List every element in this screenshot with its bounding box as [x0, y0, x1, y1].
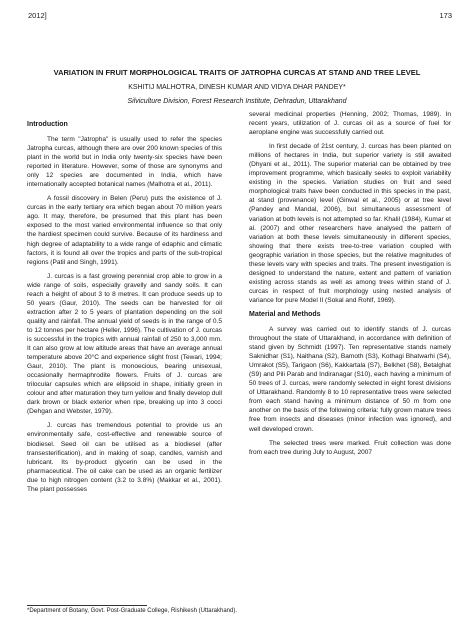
page-number: 173 [439, 11, 452, 20]
intro-paragraph-5: several medicinal properties (Henning, 2002; Thomas, 1989). In recent years, utilization of J. curcas oil as a source of fuel for aeroplane engine was successfully carried out. [249, 111, 451, 137]
left-column [27, 120, 222, 499]
footnote-rule [27, 605, 147, 606]
section-heading-methods: Material and Methods [249, 310, 321, 318]
header-year: 2012] [28, 11, 47, 20]
methods-paragraph-1: A survey was carried out to identify stands of J. curcas throughout the state of Uttarakhand, in accordance with definition of stand given by Schmidt (1997). Ten representative stands namely Saknidhar (S1), Naithana (S2), Bamoth (S3), Kothagi Bhatwarhi (S4), Umrakot (S5), Tarigaon (S6), Kakkartala (S7), Belkhet (S8), Betalghat (S9) and Pili Parab and Indiranagar (S10), each having a minimum of 50 trees of J. curcas, were randomly selected in eight forest divisions of Uttarakhand. Randomly 8 to 10 representative trees were selected from each stand having a minimum distance of 50 m from one another on the basis of the following criteria: fully grown mature trees free from insects and diseases (minor infection was ignored), and well developed crown. [249, 325, 451, 433]
right-column [249, 110, 451, 462]
author-list: KSHITIJ MALHOTRA, DINESH KUMAR AND VIDYA DHAR PANDEY* [128, 84, 346, 91]
intro-paragraph-2: A fossil discovery in Belen (Peru) puts the existence of J. curcas in the early tertiary era which began about 70 million years ago. It may, therefore, be presumed that this plant has been exposed to the most varied environmental influence so that only the hardiest specimen could survive. Because of its hardiness and high degree of adaptability to a wide range of edaphic and climatic factors, it is found all over the tropics and parts of the sub-tropical regions (Patil and Singh, 1991). [27, 195, 222, 266]
intro-paragraph-1: The term "Jatropha" is usually used to refer the species Jatropha curcas, although there are over 200 known species of this plant in the world but in India only twenty-six species have been reported in literature. However, some of those are synonyms and only 12 species are documented in India, which have internationally accepted botanical names (Malhotra et al., 2011). [27, 136, 222, 189]
intro-paragraph-3: J. curcas is a fast growing perennial crop able to grow in a wide range of soils, especially gravelly and sandy soils. It can reach a height of about 3 to 8 metres. It can produce seeds up to 50 years (Gaur, 2010). The seeds can be harvested for oil extraction after 2 to 5 years of plantation depending on the soil quality and rainfall. The annual yield of seeds is in the range of 0.5 to 12 tonnes per hectare (Heller, 1996). The cultivation of J. curcas is successful in the tropics with annual rainfall of 250 to 3,000 mm. It can also grow at low altitude areas that have an average annual temperature above 20°C and experience slight frost (Tewari, 1994; Gaur, 2010). The plant is monoecious, bearing unisexual, occasionally hermaphrodite flowers. Fruits of J. curcas are trilocular capsules which are ellipsoid in shape, initially green in colour and after maturation they turn yellow and finally develop dull dark brown or black exterior when ripe, breaking up into 3 cocci (Dehgan and Webster, 1979). [27, 272, 222, 416]
intro-paragraph-4: J. curcas has tremendous potential to provide us an environmentally safe, cost-effective and renewable source of biodiesel. Seed oil can be utilised as a biodiesel (after transesterification), and in making of soap, candles, varnish and lubricant. Its by-product glycerin can be used in the pharmaceutical. The oil cake can be used as an organic fertilizer due to high nitrogen content (3.2 to 3.8%) (Makkar et al., 2001). The plant possesses [27, 422, 222, 493]
footnote: *Department of Botany, Govt. Post-Graduate College, Rishikesh (Uttarakhand). [27, 608, 237, 614]
intro-paragraph-6: In first decade of 21st century, J. curcas has been planted on millions of hectares in India, but superior variety is still awaited (Dhyani et al., 2011). The superior material can be obtained by tree improvement programme, which basically seeks to exploit variability existing in the species. Variation studies on fruit and seed morphological traits have been conducted in this species in the past, at stand (provenance) level (Ginwal et al., 2005) or at tree level (Pandey and Mandal, 2006), but simultaneous assessment of variation at both levels is not attempted so far. Khalil (1984), Kumar et al. (2007) and other researchers have analysed the pattern of variation at both these levels simultaneously in different species, showing that there exists tree-to-tree variation coupled with geographic variation in those species, but the relative magnitudes of these levels vary with species and traits. The present investigation is designed to understand the nature, extent and pattern of variation existing across stands as well as among trees within stand of J. curcas in respect of fruit morphology using nested analysis of variance for pure Model II (Sokal and Rohlf, 1969). [249, 143, 451, 304]
section-heading-introduction: Introduction [27, 121, 68, 128]
methods-paragraph-2: The selected trees were marked. Fruit collection was done from each tree during July to August, 2007 [249, 439, 451, 456]
article-title: VARIATION IN FRUIT MORPHOLOGICAL TRAITS OF JATROPHA CURCAS AT STAND AND TREE LEVEL [53, 68, 421, 77]
affiliation: Silviculture Division, Forest Research Institute, Dehradun, Uttarakhand [127, 98, 347, 105]
running-header [28, 9, 452, 23]
